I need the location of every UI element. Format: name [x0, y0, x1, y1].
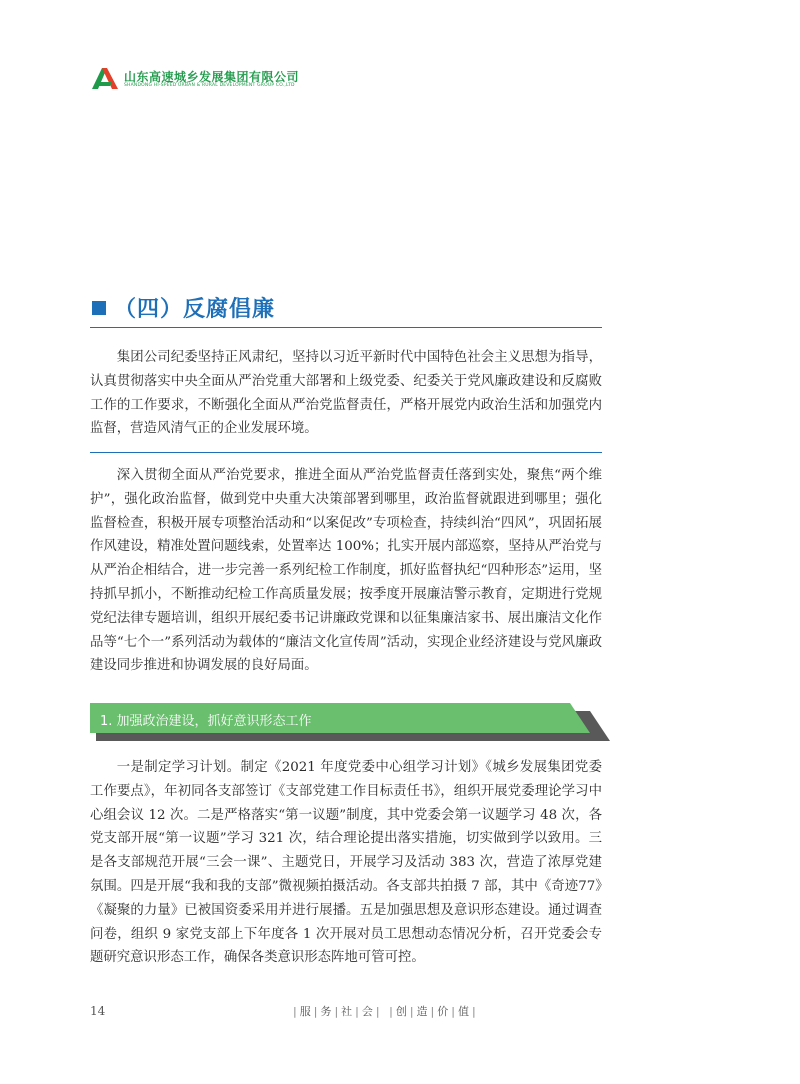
slogan-char: 服: [299, 1005, 311, 1018]
slogan-char: 价: [437, 1005, 449, 1018]
slogan-char: 会: [361, 1005, 373, 1018]
section-divider: [90, 452, 602, 453]
body-paragraph: 深入贯彻全面从严治党要求，推进全面从严治党监督责任落到实处，聚焦“两个维护”，强化政治监督，做到党中央重大决策部署到哪里，政治监督就跟进到哪里；强化监督检查，积极开展专项整治活动和“以案促改”专项检查，持续纠治“四风”，巩固拓展作风建设，精准处置问题线索，处置率达 100%；扎实开展内部巡察，坚持从严治党与从严治企相结合，进一步完善一系列纪检工作制度，抓好监督执纪“四种形态”运用，坚持抓早抓小，不断推动纪检工作高质量发展；按季度开展廉洁警示教育，定期进行党规党纪法律专题培训，组织开展纪委书记讲廉政党课和以征集廉洁家书、展出廉洁文化作品等“七个一”系列活动为载体的“廉洁文化宣传周”活动，实现企业经济建设与党风廉政建设同步推进和协调发展的良好局面。: [90, 468, 602, 674]
section-underline: [90, 327, 602, 328]
subsection-banner: [90, 703, 610, 741]
section-title: （四）反腐倡廉: [114, 297, 276, 322]
intro-paragraph: 集团公司纪委坚持正风肃纪，坚持以习近平新时代中国特色社会主义思想为指导，认真贯彻落实中央全面从严治党重大部署和上级党委、纪委关于党风廉政建设和反腐败工作的工作要求，不断强化全面从严治党监督责任，严格开展党内政治生活和加强党内监督，营造风清气正的企业发展环境。: [90, 350, 602, 437]
company-name-en: SHANDONG HI-SPEED URBAN & RURAL DEVELOPMENT GROUP CO.,LTD: [124, 83, 295, 88]
slogan-char: 社: [341, 1005, 353, 1018]
subsection-title: 1. 加强政治建设，抓好意识形态工作: [100, 714, 312, 729]
slogan-char: 务: [320, 1005, 332, 1018]
company-logo: [90, 66, 330, 96]
slogan-char: 创: [395, 1005, 407, 1018]
section-square-icon: [92, 301, 106, 315]
company-logo-mark-icon: [90, 66, 120, 90]
subsection-paragraph: 一是制定学习计划。制定《2021 年度党委中心组学习计划》《城乡发展集团党委工作要点》，年初同各支部签订《支部党建工作目标责任书》，组织开展党委理论学习中心组会议 12 次。二是严格落实“第一议题”制度，其中党委会第一议题学习 48 次，各党支部开展“第一议题”学习 321 次，结合理论提出落实措施，切实做到学以致用。三是各支部规范开展“三会一课”、主题党日，开展学习及活动 383 次，营造了浓厚党建氛围。四是开展“我和我的支部”微视频拍摄活动。各支部共拍摄 7 部，其中《奇迹77》《凝聚的力量》已被国资委采用并进行展播。五是加强思想及意识形态建设。通过调查问卷，组织 9 家党支部上下年度各 1 次开展对员工思想动态情况分析，召开党委会专题研究意识形态工作，确保各类意识形态阵地可管可控。: [90, 760, 602, 966]
slogan-char: 造: [416, 1005, 428, 1018]
footer-slogan: | 服 | 务 | 社 | 会 | | 创 | 造 | 价 | 值 |: [293, 1005, 476, 1018]
company-name-cn: 山东高速城乡发展集团有限公司: [124, 70, 300, 84]
slogan-char: 值: [457, 1005, 469, 1018]
page-number: 14: [90, 1004, 106, 1018]
section-heading: [90, 290, 602, 330]
